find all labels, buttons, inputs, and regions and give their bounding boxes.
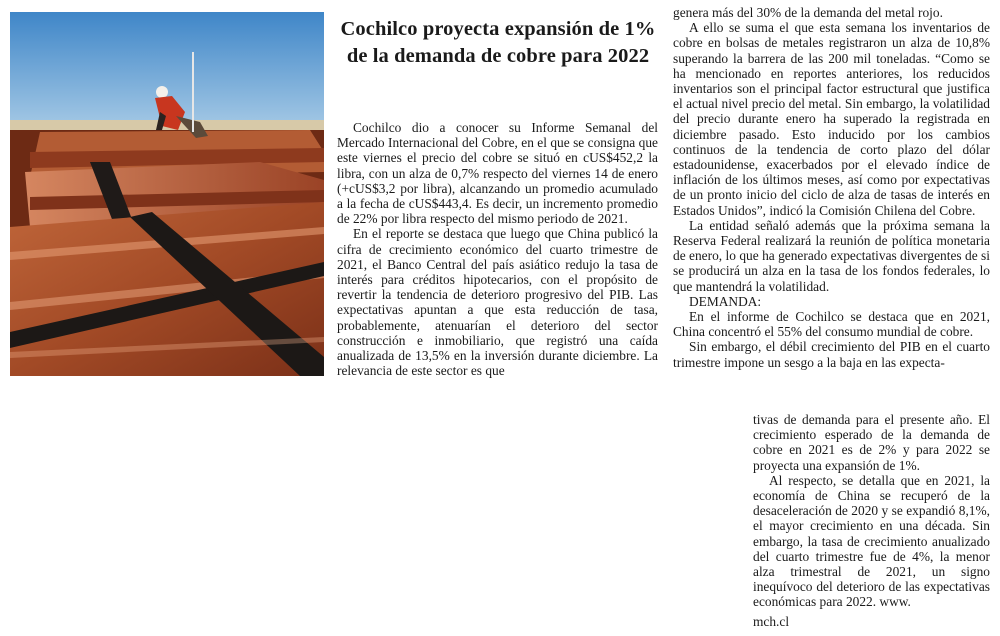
paragraph: tivas de demanda para el presente año. El crecimiento esperado de la demanda de cobre en 2021 es de 2% y para 2022 se proyecta una expansión de 1%.	[753, 412, 990, 473]
article-column-2	[673, 5, 990, 370]
article-column-3	[753, 412, 990, 629]
article-headline: Cochilco proyecta expansión de 1% de la demanda de cobre para 2022	[340, 18, 656, 67]
article-photo	[10, 12, 324, 376]
copper-cathodes-image	[10, 12, 324, 376]
article-column-1	[337, 120, 658, 378]
paragraph: La entidad señaló además que la próxima semana la Reserva Federal realizará la reunión de política monetaria de enero, lo que ha generado expectativas divergentes de si se producirá un alza en la tasa de los fondos federales, lo que mantendrá la volatilidad.	[673, 217, 990, 294]
paragraph: genera más del 30% de la demanda del metal rojo.	[673, 5, 943, 20]
paragraph: Cochilco dio a conocer su Informe Semanal del Mercado Internacional del Cobre, en el que se consigna que este viernes el precio del cobre se situó en cUS$452,2 la libra, con un alza de 0,7% respecto del viernes 14 de enero (+cUS$3,2 por libra), alcanzando un promedio acumulado a la fecha de cUS$443,4. Es decir, un incremento promedio de 22% por libra respecto del mismo periodo de 2021.	[337, 120, 658, 227]
paragraph: En el informe de Cochilco se destaca que en 2021, China concentró el 55% del consumo mundial de cobre.	[673, 309, 990, 340]
paragraph: A ello se suma el que esta semana los inventarios de cobre en bolsas de metales registraron un alza de 10,8% superando la barrera de las 200 mil toneladas. “Como se ha mencionado en reportes anteriores, los reducidos inventarios son el principal factor estructural que justifica el actual nivel precio del metal. Sin embargo, la volatilidad del precio durante enero ha superado la registrada en diciembre pasado. Esto inducido por los cambios continuos de la tendencia de corto plazo del dólar estadounidense, exacerbados por el elevado índice de inflación de los últimos meses, así como por expectativas de un pronto inicio del ciclo de alza de tasas de interés en Estados Unidos”, indicó la Comisión Chilena del Cobre.	[673, 20, 990, 218]
paragraph: En el reporte se destaca que luego que China publicó la cifra de crecimiento económico del cuarto trimestre de 2021, el Banco Central del país asiático redujo la tasa de interés para créditos hipotecarios, con el propósito de revertir la tendencia de deterioro progresivo del PIB. Las expectativas apuntan a que esta reducción de tasa, probablemente, atenuarían el deterioro del sector construcción e inmobiliario, que registró una caída anualizada de 13,5% en la inversión durante diciembre. La relevancia de este sector es que	[337, 226, 658, 379]
paragraph: Sin embargo, el débil crecimiento del PIB en el cuarto trimestre impone un sesgo a la baja en las expecta-	[673, 339, 990, 370]
section-label: DEMANDA:	[689, 293, 762, 309]
paragraph: Al respecto, se detalla que en 2021, la economía de China se recuperó de la desaceleración de 2020 y se expandió 8,1%, el mayor crecimiento en una década. Sin embargo, la tasa de crecimiento anualizado del cuarto trimestre fue de 4%, la menor alza trimestral de 2021, un signo inequívoco del deterioro de las expectativas económicas para 2022. www.	[753, 472, 990, 610]
source-url: mch.cl	[753, 613, 790, 629]
